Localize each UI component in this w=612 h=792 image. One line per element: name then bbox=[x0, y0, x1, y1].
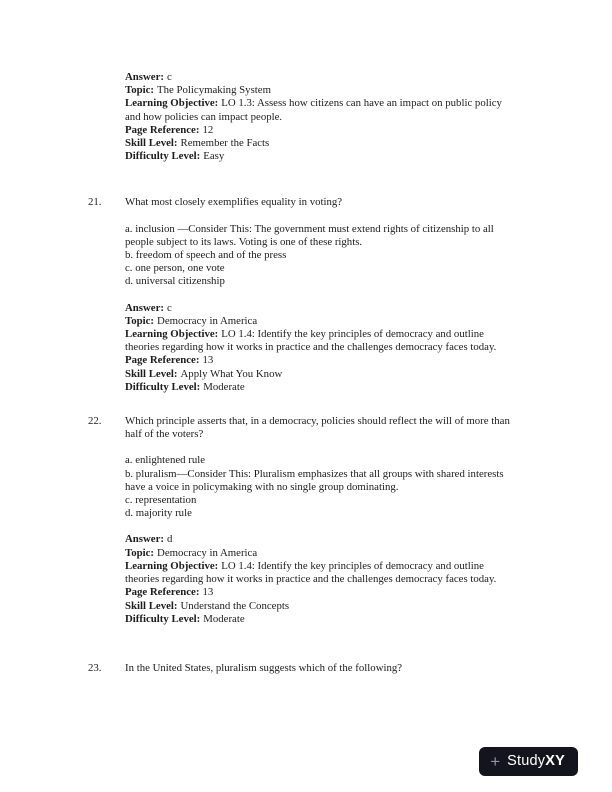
meta-value: Apply What You Know bbox=[180, 367, 283, 380]
intro-meta-block bbox=[125, 71, 519, 163]
answer-option-a: a. inclusion —Consider This: The government must extend rights of citizenship to all people subject to its laws. Voting is one of these rights. bbox=[125, 222, 494, 248]
question-meta-block bbox=[125, 533, 519, 625]
meta-value: Moderate bbox=[203, 380, 245, 393]
meta-line-topic bbox=[125, 84, 519, 97]
meta-label: Page Reference: bbox=[125, 123, 200, 136]
meta-value: LO 1.4: Identify the key principles of democracy and outline theories regarding how it works in practice and the challenges democracy faces today. bbox=[125, 559, 497, 586]
meta-label: Difficulty Level: bbox=[125, 380, 201, 393]
meta-value: LO 1.4: Identify the key principles of democracy and outline theories regarding how it works in practice and the challenges democracy faces today. bbox=[125, 328, 497, 354]
logo-text-study: Study bbox=[507, 752, 546, 769]
meta-line-answer bbox=[125, 302, 519, 315]
meta-line-answer bbox=[125, 533, 519, 546]
question-number: 22. bbox=[88, 415, 102, 428]
logo-text-xy: XY bbox=[545, 752, 565, 769]
meta-label: Answer: bbox=[125, 533, 164, 546]
page-content bbox=[88, 71, 519, 688]
meta-line-page-reference bbox=[125, 586, 519, 599]
answer-options bbox=[125, 223, 519, 289]
meta-line-difficulty-level bbox=[125, 150, 519, 163]
question-meta-block bbox=[125, 302, 519, 394]
meta-line-skill-level bbox=[125, 368, 519, 381]
meta-value: LO 1.3: Assess how citizens can have an impact on public policy and how policies can impact people. bbox=[125, 97, 502, 123]
meta-value: Democracy in America bbox=[157, 546, 258, 559]
meta-value: Moderate bbox=[203, 612, 245, 625]
meta-label: Learning Objective: bbox=[125, 559, 219, 572]
question-text: Which principle asserts that, in a democracy, policies should reflect the will of more than half of the voters? bbox=[125, 415, 510, 441]
answer-option-c: c. representation bbox=[125, 494, 197, 507]
meta-value: Remember the Facts bbox=[180, 137, 270, 150]
meta-label: Skill Level: bbox=[125, 367, 178, 380]
meta-line-learning-objective bbox=[125, 97, 519, 123]
meta-label: Topic: bbox=[125, 84, 155, 97]
meta-value: d bbox=[166, 533, 173, 546]
question-number: 21. bbox=[88, 196, 102, 209]
meta-line-topic bbox=[125, 547, 519, 560]
meta-value: 13 bbox=[202, 354, 214, 367]
meta-line-learning-objective bbox=[125, 560, 519, 586]
meta-label: Page Reference: bbox=[125, 586, 200, 599]
meta-label: Topic: bbox=[125, 314, 155, 327]
meta-line-learning-objective bbox=[125, 328, 519, 354]
answer-option-d: d. majority rule bbox=[125, 507, 192, 520]
meta-label: Difficulty Level: bbox=[125, 612, 201, 625]
question-block-23 bbox=[88, 661, 519, 675]
meta-line-skill-level bbox=[125, 137, 519, 150]
answer-option-c: c. one person, one vote bbox=[125, 262, 225, 275]
answer-option-d: d. universal citizenship bbox=[125, 275, 225, 288]
meta-label: Topic: bbox=[125, 546, 155, 559]
meta-line-topic bbox=[125, 315, 519, 328]
meta-value: Easy bbox=[203, 150, 225, 163]
question-block-22 bbox=[88, 415, 519, 626]
meta-line-skill-level bbox=[125, 600, 519, 613]
meta-value: Understand the Concepts bbox=[180, 599, 290, 612]
meta-value: Democracy in America bbox=[157, 314, 258, 327]
answer-option-b: b. pluralism—Consider This: Pluralism emphasizes that all groups with shared interests have a voice in policymaking with no single group dominating. bbox=[125, 467, 504, 493]
question-block-21 bbox=[88, 196, 519, 394]
answer-option-a: a. enlightened rule bbox=[125, 454, 206, 467]
meta-value: c bbox=[166, 301, 172, 314]
meta-line-answer bbox=[125, 71, 519, 84]
meta-label: Learning Objective: bbox=[125, 97, 219, 110]
meta-label: Answer: bbox=[125, 71, 164, 83]
plus-icon: + bbox=[490, 752, 501, 771]
meta-value: c bbox=[166, 71, 172, 83]
meta-label: Skill Level: bbox=[125, 137, 178, 150]
meta-line-difficulty-level bbox=[125, 381, 519, 394]
meta-line-difficulty-level bbox=[125, 613, 519, 626]
meta-value: 12 bbox=[202, 123, 214, 136]
meta-value: The Policymaking System bbox=[157, 84, 271, 97]
meta-line-page-reference bbox=[125, 354, 519, 367]
logo-text bbox=[507, 752, 565, 769]
meta-label: Difficulty Level: bbox=[125, 150, 201, 163]
question-text: In the United States, pluralism suggests which of the following? bbox=[125, 661, 403, 674]
meta-label: Skill Level: bbox=[125, 599, 178, 612]
answer-options bbox=[125, 454, 519, 520]
question-number: 23. bbox=[88, 661, 102, 674]
answer-option-b: b. freedom of speech and of the press bbox=[125, 249, 287, 262]
meta-label: Answer: bbox=[125, 301, 164, 314]
meta-label: Page Reference: bbox=[125, 354, 200, 367]
question-text: What most closely exemplifies equality in voting? bbox=[125, 196, 343, 209]
studyxy-logo-badge bbox=[479, 747, 578, 776]
meta-value: 13 bbox=[202, 586, 214, 599]
meta-label: Learning Objective: bbox=[125, 328, 219, 341]
meta-line-page-reference bbox=[125, 124, 519, 137]
